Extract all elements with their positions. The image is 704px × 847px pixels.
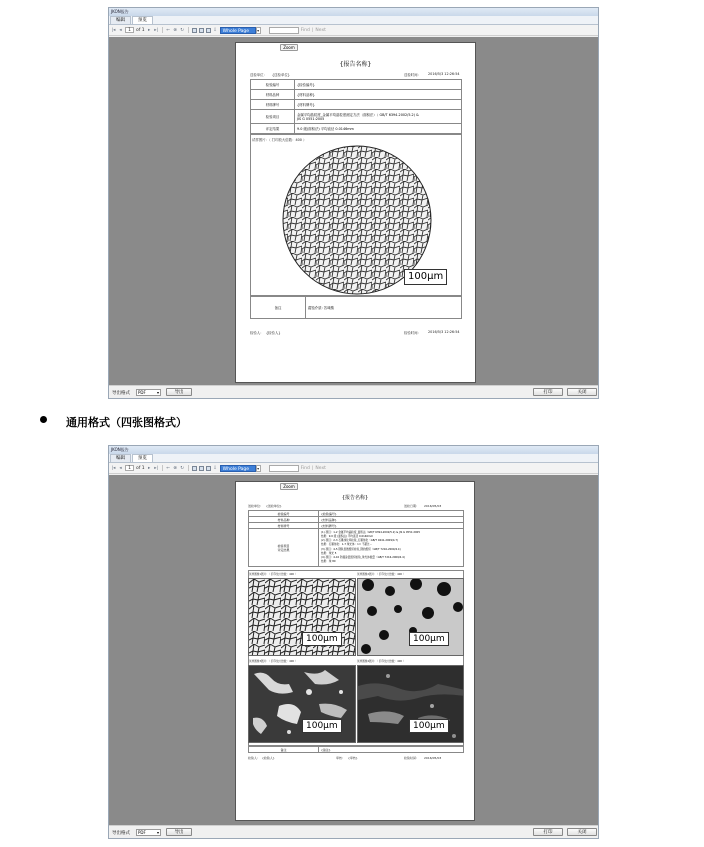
export-format-label: 导出格式 <box>112 831 130 836</box>
print-icon[interactable] <box>192 466 197 471</box>
eval-label: 检验项目 评定结果 <box>249 529 319 567</box>
page-number-input[interactable]: 1 <box>125 27 134 33</box>
eval-line: (1) 项目：1-2 金属平均晶粒度_面积法（GB/T 6394-2002/5.2) & JIS G 0551:2005 <box>321 530 420 534</box>
table-row <box>249 747 464 753</box>
row-value: 9.0 级(面积法) 平均直径 0.0146mm <box>295 124 462 134</box>
stop-icon[interactable]: ⊗ <box>173 465 178 471</box>
remark-label: 备注 <box>249 747 319 753</box>
page-setup-icon[interactable] <box>206 466 211 471</box>
report-window-four-images <box>108 445 599 839</box>
remark-value: 腐蚀介质: 苦味酸 <box>306 297 462 319</box>
find-input[interactable] <box>269 27 299 34</box>
section-heading: 通用格式（四张图格式） <box>66 416 187 429</box>
scale-bar-label: 100μm <box>302 719 342 733</box>
row-label: 检验编号 <box>251 80 295 90</box>
image-label-2: 试样图像2图片：（ 打印放大倍数：400 ） <box>357 573 406 576</box>
row-label: 检验项目 <box>251 110 295 124</box>
row-value <box>295 110 462 124</box>
table-row <box>249 529 464 567</box>
report-window-single <box>108 7 599 399</box>
report-title: {报告名称} <box>341 495 369 501</box>
report-page <box>235 481 475 821</box>
image-label-4: 试样图像4图片：（ 打印放大倍数：400 ） <box>357 660 406 663</box>
footer-right-value: 2016/05/03 <box>424 756 442 760</box>
footer-left-value: {检验人} <box>266 331 281 335</box>
last-page-icon[interactable]: ▸| <box>154 465 159 471</box>
back-icon[interactable]: ← <box>166 465 171 471</box>
table-row <box>251 90 462 100</box>
image-label-3: 试样图像3图片：（ 打印放大倍数：400 ） <box>249 660 298 663</box>
header-left-value: {送检单位} <box>272 73 290 77</box>
eval-lines <box>319 529 464 567</box>
tab-bar <box>109 454 598 463</box>
footer-left-label: 检验人： <box>250 331 264 335</box>
print-icon[interactable] <box>192 28 197 33</box>
report-info-table <box>248 510 464 567</box>
next-page-icon[interactable]: ▸ <box>148 27 151 33</box>
eval-line: (2) 项目：2-3 石墨球化率检验_石墨球化（GB/T 9441-2009/4.7) <box>321 539 398 543</box>
viewer-toolbar <box>109 25 598 36</box>
row-value-line: 金属平均晶粒度_金属平均晶粒度测定方法（面积法）（ GB/T 6394-2002/5.2) & <box>297 113 419 117</box>
row-label: 材料牌号 <box>249 523 319 529</box>
scale-bar-label: 100μm <box>409 719 449 733</box>
bullet-icon <box>40 416 47 423</box>
header-right-label: 送检日期： <box>404 504 420 508</box>
toolbar-divider <box>162 27 163 33</box>
export-format-label: 导出格式 <box>112 391 130 396</box>
remark-value: {备注} <box>319 747 464 753</box>
row-value: {材料品种} <box>295 90 462 100</box>
eval-line: 结果：珠 80 <box>321 560 336 564</box>
find-link[interactable]: Find <box>300 27 310 33</box>
report-page <box>235 42 476 383</box>
eval-line: 结果：9.0 级 (面积法) 平均直径 0.0146mm <box>321 534 374 538</box>
close-button[interactable]: 关闭 <box>567 388 597 396</box>
header-left-label: 送检单位： <box>250 73 267 77</box>
zoom-select[interactable]: Whole Page <box>220 465 256 472</box>
report-viewer <box>109 475 598 827</box>
tab-preview[interactable]: 预览 <box>132 16 153 24</box>
row-label: 评定结果 <box>251 124 295 134</box>
row-label: 材料品种 <box>249 517 319 523</box>
next-page-icon[interactable]: ▸ <box>148 465 151 471</box>
header-right-value: 2016/5/3 12:26:54 <box>428 72 460 76</box>
scale-bar-label: 100μm <box>409 632 449 646</box>
row-value: {检验编号} <box>319 511 464 517</box>
window-title: JKON报告 <box>109 8 598 16</box>
row-value: {材料牌号} <box>295 100 462 110</box>
export-button[interactable]: 导出 <box>166 388 192 396</box>
refresh-icon[interactable]: ↻ <box>180 27 185 33</box>
page-count: of 1 <box>136 27 145 33</box>
refresh-icon[interactable]: ↻ <box>180 465 185 471</box>
row-value: {材料牌号} <box>319 523 464 529</box>
next-link[interactable]: Next <box>315 465 326 471</box>
print-button[interactable]: 打印 <box>533 828 563 836</box>
row-label: 材料牌号 <box>251 100 295 110</box>
tab-preview[interactable]: 预览 <box>132 454 153 462</box>
first-page-icon[interactable]: |◂ <box>111 465 116 471</box>
export-format-select[interactable]: PDF ▾ <box>136 829 161 836</box>
footer-right-label: 检验时间： <box>404 756 420 760</box>
tab-bar <box>109 16 598 25</box>
stop-icon[interactable]: ⊗ <box>173 27 178 33</box>
toolbar-divider <box>188 465 189 471</box>
first-page-icon[interactable]: |◂ <box>111 27 116 33</box>
report-info-table <box>250 79 462 134</box>
tab-edit[interactable]: 编辑 <box>110 16 131 24</box>
table-row <box>251 297 462 319</box>
eval-line: (3) 项目：4-5 钢铁显微组织检验_钢的组织（GB/T 7216-2009/4.4) <box>321 547 401 551</box>
find-input[interactable] <box>269 465 299 472</box>
bottom-bar <box>109 385 598 398</box>
footer-left-value: {检验人} <box>262 756 275 760</box>
eval-line: (4) 项目：4-10 防腐涂层组织检验_珠光体数量（GB/T 7216-2009/4.4) <box>321 555 405 559</box>
row-value-line: JIS G 0551:2005 <box>297 117 325 121</box>
zoom-button[interactable]: Zoom <box>280 44 298 51</box>
find-link[interactable]: Find <box>300 465 310 471</box>
print-layout-icon[interactable] <box>199 28 204 33</box>
row-value: {材料品种} <box>319 517 464 523</box>
toolbar-divider <box>162 465 163 471</box>
window-title: JKON报告 <box>109 446 598 454</box>
table-row <box>251 100 462 110</box>
back-icon[interactable]: ← <box>166 27 171 33</box>
page-setup-icon[interactable] <box>206 28 211 33</box>
page-number-input[interactable]: 1 <box>125 465 134 471</box>
eval-line: 结果：珠光 5 <box>321 551 337 555</box>
toolbar-divider <box>188 27 189 33</box>
report-title: {报告名称} <box>339 61 372 68</box>
footer-right-label: 检验时间： <box>404 331 421 335</box>
table-row <box>251 110 462 124</box>
zoom-button[interactable]: Zoom <box>280 483 298 490</box>
table-row <box>251 124 462 134</box>
tab-edit[interactable]: 编辑 <box>110 454 131 462</box>
viewer-toolbar <box>109 463 598 474</box>
header-left-label: 送检单位： <box>248 504 264 508</box>
export-format-select[interactable]: PDF ▾ <box>136 389 161 396</box>
close-button[interactable]: 关闭 <box>567 828 597 836</box>
header-right-value: 2016/05/03 <box>424 504 442 508</box>
row-label: 材料品种 <box>251 90 295 100</box>
row-label: 检验编号 <box>249 511 319 517</box>
chevron-down-icon[interactable]: ▾ <box>257 27 260 33</box>
image-label: 试样图片：（ 打印放大倍数：400 ） <box>252 138 307 142</box>
row-value: {检验编号} <box>295 80 462 90</box>
export-icon[interactable]: ⇩ <box>213 27 218 33</box>
scale-bar-label: 100μm <box>302 632 342 646</box>
page-count: of 1 <box>136 465 145 471</box>
next-link[interactable]: Next <box>315 27 326 33</box>
zoom-select[interactable]: Whole Page <box>220 27 256 34</box>
footer-left-label: 检验人： <box>248 756 261 760</box>
last-page-icon[interactable]: ▸| <box>154 27 159 33</box>
header-right-label: 送检时间： <box>404 73 421 77</box>
header-left-value: {送检单位} <box>266 504 282 508</box>
table-row <box>251 80 462 90</box>
toolbar-divider: | <box>311 465 314 471</box>
bottom-bar <box>109 825 598 838</box>
remark-table <box>250 296 462 319</box>
footer-mid-label: 审核： <box>336 756 346 760</box>
image-label-1: 试样图像1图片：（ 打印放大倍数：400 ） <box>249 573 298 576</box>
export-icon[interactable]: ⇩ <box>213 465 218 471</box>
remark-label: 备注 <box>251 297 306 319</box>
print-layout-icon[interactable] <box>199 466 204 471</box>
remark-table <box>248 746 464 753</box>
footer-mid-value: {审核} <box>348 756 358 760</box>
prev-page-icon[interactable]: ◂ <box>119 465 122 471</box>
eval-line: 结果：石墨球化：1-7 珠光体：1= 不超过... <box>321 543 373 547</box>
prev-page-icon[interactable]: ◂ <box>119 27 122 33</box>
scale-bar-label: 100μm <box>404 269 447 285</box>
footer-right-value: 2016/5/3 12:26:54 <box>428 330 460 334</box>
print-button[interactable]: 打印 <box>533 388 563 396</box>
toolbar-divider: | <box>311 27 314 33</box>
export-button[interactable]: 导出 <box>166 828 192 836</box>
chevron-down-icon[interactable]: ▾ <box>257 465 260 471</box>
report-viewer <box>109 37 598 387</box>
